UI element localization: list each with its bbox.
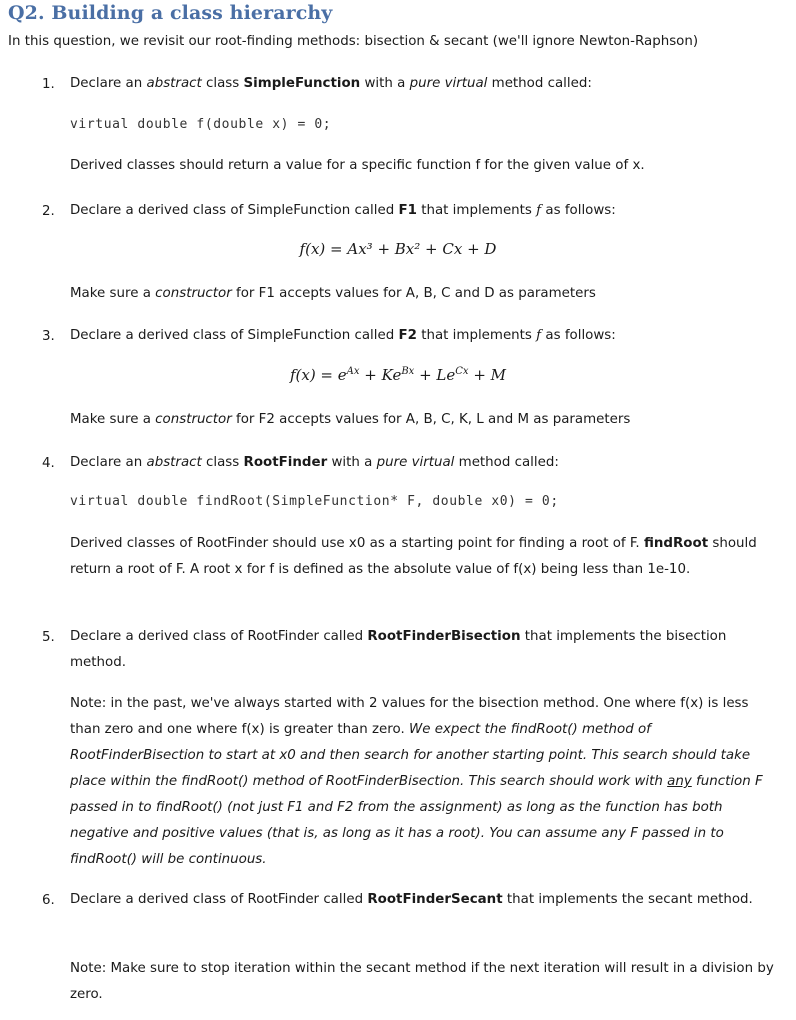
- item-number: 1.: [42, 77, 55, 92]
- item-number: 3.: [42, 329, 55, 344]
- item-6-text: Declare a derived class of RootFinder called RootFinderSecant that implements the secant method.: [70, 892, 753, 907]
- item-1-description: Derived classes should return a value for a specific function f for the given value of x.: [70, 158, 645, 173]
- intro-text: In this question, we revisit our root-finding methods: bisection & secant (we'll ignore Newton-Raphson): [8, 34, 699, 49]
- formula-f2: $f(x) = e^{Ax} + Ke^{Bx} + Le^{Cx} + M$: [289, 366, 507, 384]
- question-heading: Q2. Building a class hierarchy: [8, 2, 333, 24]
- item-number: 6.: [42, 893, 55, 908]
- item-3-constructor-note: Make sure a constructor for F2 accepts values for A, B, C, K, L and M as parameters: [70, 412, 631, 427]
- item-3-text: Declare a derived class of SimpleFunction called F2 that implements f as follows:: [70, 328, 616, 343]
- item-5-text: Declare a derived class of RootFinder called RootFinderBisection that implements the bisection method.: [70, 629, 727, 670]
- item-4-text: Declare an abstract class RootFinder with a pure virtual method called:: [70, 455, 559, 470]
- item-2-constructor-note: Make sure a constructor for F1 accepts values for A, B, C and D as parameters: [70, 286, 596, 301]
- code-snippet: virtual double findRoot(SimpleFunction* F, double x0) = 0;: [70, 494, 559, 509]
- item-number: 2.: [42, 204, 55, 219]
- item-5-note: Note: in the past, we've always started with 2 values for the bisection method. One where f(x) is less than zero and one where f(x) is greater than zero. We expect the findRoot() method of RootFinderBisection to start at x0 and then search for another starting point. This search should take place within the findRoot() method of RootFinderBisection. This search should work with any function F passed in to findRoot() (not just F1 and F2 from the assignment) as long as the function has both negative and positive values (that is, as long as it has a root). You can assume any F passed in to findRoot() will be continuous.: [70, 696, 763, 867]
- code-snippet: virtual double f(double x) = 0;: [70, 117, 332, 132]
- item-6-note: Note: Make sure to stop iteration within the secant method if the next iteration will result in a division by zero.: [70, 961, 774, 1002]
- item-4-description: Derived classes of RootFinder should use x0 as a starting point for finding a root of F. findRoot should return a root of F. A root x for f is defined as the absolute value of f(x) being less than 1e-10.: [70, 536, 757, 577]
- item-1-text: Declare an abstract class SimpleFunction with a pure virtual method called:: [70, 76, 592, 91]
- item-number: 4.: [42, 456, 55, 471]
- item-number: 5.: [42, 630, 55, 645]
- formula-f1: f(x) = Ax³ + Bx² + Cx + D: [299, 240, 497, 258]
- item-2-text: Declare a derived class of SimpleFunction called F1 that implements f as follows:: [70, 203, 616, 218]
